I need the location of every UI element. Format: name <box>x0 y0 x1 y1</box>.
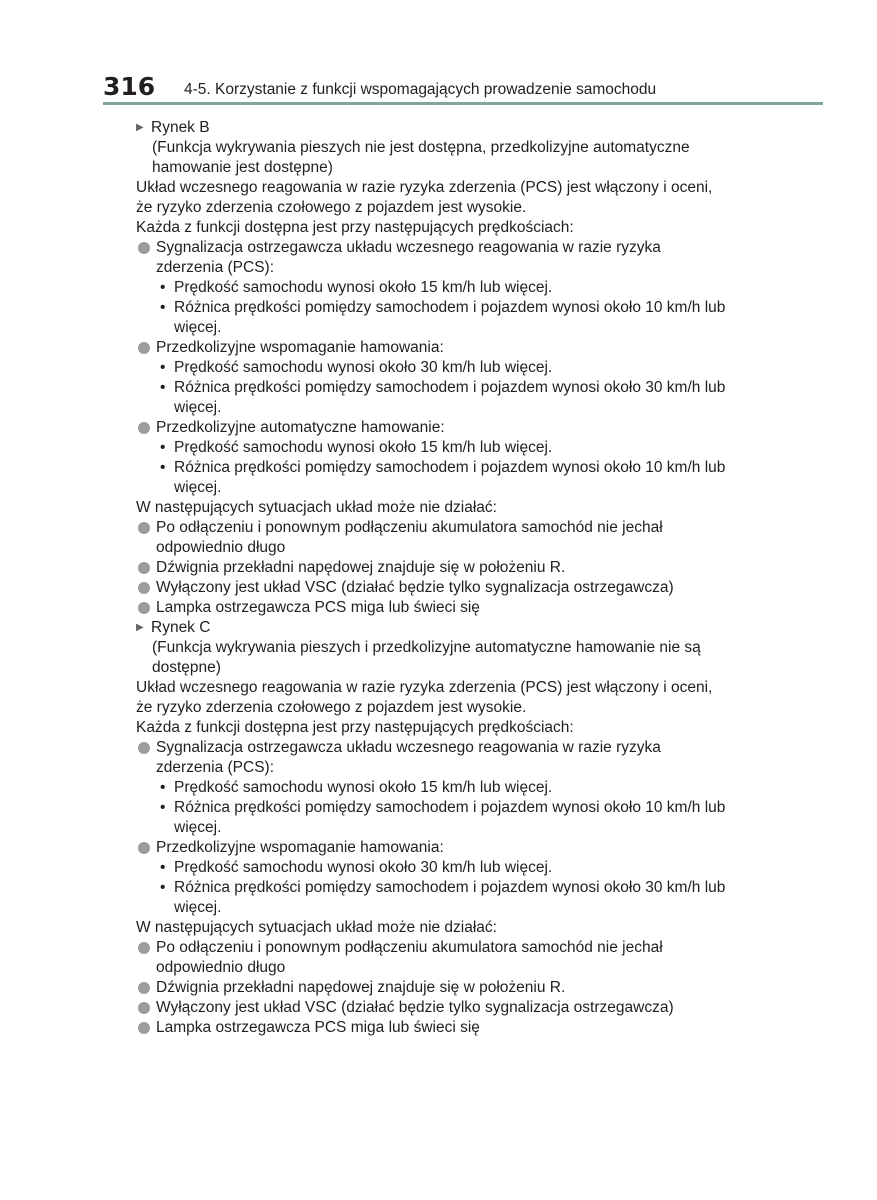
market-note-c: (Funkcja wykrywania pieszych i przedkolizyjne automatyczne hamowanie nie są dostępne) <box>152 639 701 676</box>
condition-item: • Prędkość samochodu wynosi około 15 km/h lub więcej. <box>136 278 732 298</box>
exception-item: Wyłączony jest układ VSC (działać będzie tylko sygnalizacja ostrzegawcza) <box>136 578 732 598</box>
page-content <box>136 118 732 1038</box>
exception-item: Lampka ostrzegawcza PCS miga lub świeci się <box>136 598 732 618</box>
speeds-intro: Każda z funkcji dostępna jest przy następujących prędkościach: <box>136 719 574 736</box>
page-header <box>103 72 823 104</box>
exception-item: Po odłączeniu i ponownym podłączeniu akumulatora samochód nie jechał odpowiednio długo <box>136 938 732 978</box>
intro-paragraph: Układ wczesnego reagowania w razie ryzyka zderzenia (PCS) jest włączony i oceni, że ryzyko zderzenia czołowego z pojazdem jest wysokie. <box>136 679 713 716</box>
market-heading-b: ▶ Rynek B <box>136 118 732 138</box>
condition-item: • Różnica prędkości pomiędzy samochodem i pojazdem wynosi około 30 km/h lub więcej. <box>136 878 732 918</box>
function-item: Sygnalizacja ostrzegawcza układu wczesnego reagowania w razie ryzyka zderzenia (PCS): <box>136 738 732 778</box>
header-rule <box>103 102 823 105</box>
condition-item: • Prędkość samochodu wynosi około 30 km/h lub więcej. <box>136 858 732 878</box>
condition-item: • Prędkość samochodu wynosi około 15 km/h lub więcej. <box>136 438 732 458</box>
page-number: 316 <box>103 72 156 101</box>
function-item: Sygnalizacja ostrzegawcza układu wczesnego reagowania w razie ryzyka zderzenia (PCS): <box>136 238 732 278</box>
function-item: Przedkolizyjne wspomaganie hamowania: <box>136 838 732 858</box>
exception-item: Po odłączeniu i ponownym podłączeniu akumulatora samochód nie jechał odpowiednio długo <box>136 518 732 558</box>
exception-item: Lampka ostrzegawcza PCS miga lub świeci się <box>136 1018 732 1038</box>
chapter-title: 4-5. Korzystanie z funkcji wspomagających prowadzenie samochodu <box>184 81 657 98</box>
condition-item: • Różnica prędkości pomiędzy samochodem i pojazdem wynosi około 30 km/h lub więcej. <box>136 378 732 418</box>
exception-item: Dźwignia przekładni napędowej znajduje się w położeniu R. <box>136 978 732 998</box>
exception-item: Dźwignia przekładni napędowej znajduje się w położeniu R. <box>136 558 732 578</box>
condition-item: • Prędkość samochodu wynosi około 30 km/h lub więcej. <box>136 358 732 378</box>
intro-paragraph: Układ wczesnego reagowania w razie ryzyka zderzenia (PCS) jest włączony i oceni, że ryzyko zderzenia czołowego z pojazdem jest wysokie. <box>136 179 713 216</box>
function-item: Przedkolizyjne wspomaganie hamowania: <box>136 338 732 358</box>
exceptions-intro: W następujących sytuacjach układ może nie działać: <box>136 499 497 516</box>
market-heading-c: ▶ Rynek C <box>136 618 732 638</box>
condition-item: • Prędkość samochodu wynosi około 15 km/h lub więcej. <box>136 778 732 798</box>
exception-item: Wyłączony jest układ VSC (działać będzie tylko sygnalizacja ostrzegawcza) <box>136 998 732 1018</box>
condition-item: • Różnica prędkości pomiędzy samochodem i pojazdem wynosi około 10 km/h lub więcej. <box>136 458 732 498</box>
market-note-b: (Funkcja wykrywania pieszych nie jest dostępna, przedkolizyjne automatyczne hamowanie jest dostępne) <box>152 139 690 176</box>
exceptions-intro: W następujących sytuacjach układ może nie działać: <box>136 919 497 936</box>
function-item: Przedkolizyjne automatyczne hamowanie: <box>136 418 732 438</box>
condition-item: • Różnica prędkości pomiędzy samochodem i pojazdem wynosi około 10 km/h lub więcej. <box>136 798 732 838</box>
condition-item: • Różnica prędkości pomiędzy samochodem i pojazdem wynosi około 10 km/h lub więcej. <box>136 298 732 338</box>
speeds-intro: Każda z funkcji dostępna jest przy następujących prędkościach: <box>136 219 574 236</box>
